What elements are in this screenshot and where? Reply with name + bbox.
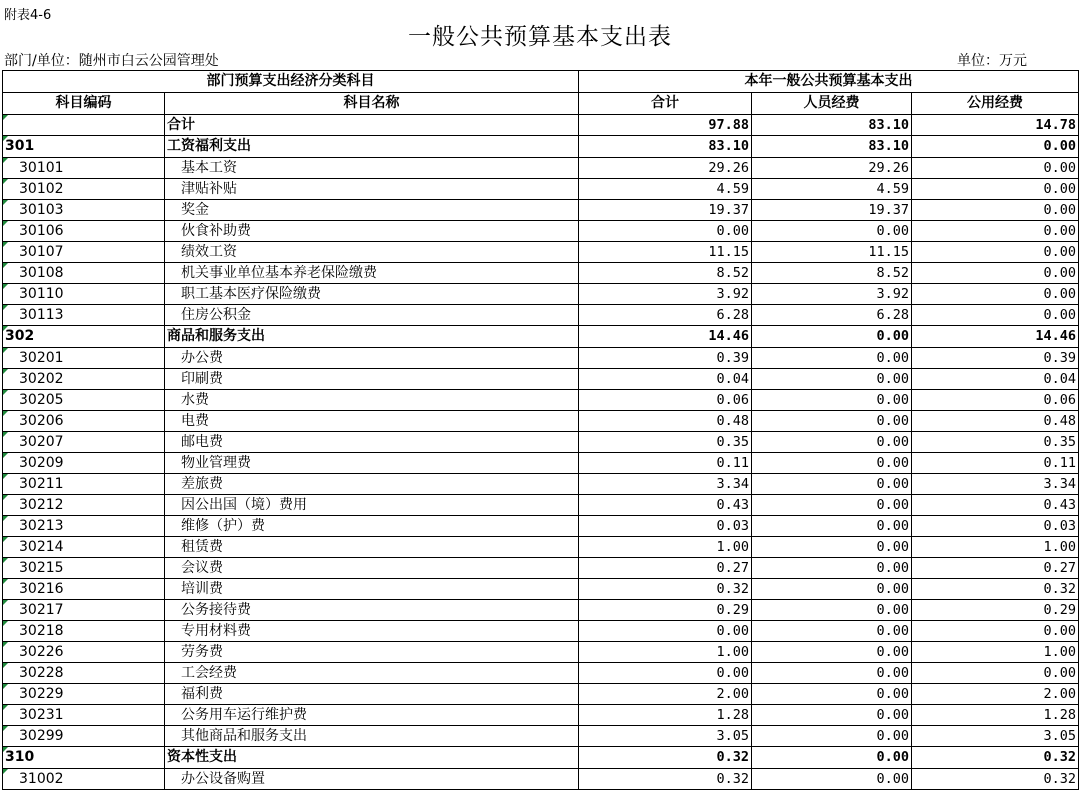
- name-cell[interactable]: 印刷费: [165, 369, 579, 390]
- code-cell[interactable]: 30217: [3, 600, 165, 621]
- total-cell[interactable]: 0.00: [579, 621, 752, 642]
- public-cell[interactable]: 3.34: [912, 474, 1079, 495]
- name-cell[interactable]: 公务接待费: [165, 600, 579, 621]
- public-cell[interactable]: 0.00: [912, 305, 1079, 326]
- total-cell[interactable]: 0.04: [579, 369, 752, 390]
- personnel-cell[interactable]: 0.00: [752, 769, 912, 790]
- public-cell[interactable]: 0.39: [912, 348, 1079, 369]
- name-cell[interactable]: 物业管理费: [165, 453, 579, 474]
- personnel-cell[interactable]: 0.00: [752, 579, 912, 600]
- code-cell[interactable]: 30101: [3, 158, 165, 179]
- code-cell[interactable]: 310: [3, 747, 165, 769]
- total-cell[interactable]: 8.52: [579, 263, 752, 284]
- code-cell[interactable]: 30201: [3, 348, 165, 369]
- table-row: [3, 369, 1079, 390]
- name-cell[interactable]: 工会经费: [165, 663, 579, 684]
- personnel-cell[interactable]: 0.00: [752, 642, 912, 663]
- table-row: [3, 158, 1079, 179]
- page-title: 一般公共预算基本支出表: [408, 24, 672, 50]
- table-row: [3, 516, 1079, 537]
- name-cell[interactable]: 办公费: [165, 348, 579, 369]
- table-row: [3, 200, 1079, 221]
- total-cell[interactable]: 14.46: [579, 326, 752, 348]
- public-cell[interactable]: 0.43: [912, 495, 1079, 516]
- table-row: [3, 726, 1079, 747]
- code-cell[interactable]: 30218: [3, 621, 165, 642]
- public-cell[interactable]: 0.35: [912, 432, 1079, 453]
- table-row: [3, 579, 1079, 600]
- public-cell[interactable]: 0.32: [912, 747, 1079, 769]
- personnel-cell[interactable]: 0.00: [752, 537, 912, 558]
- name-cell[interactable]: 工资福利支出: [165, 136, 579, 158]
- attachment-label: 附表4-6: [4, 8, 52, 23]
- table-row: [3, 600, 1079, 621]
- header-public[interactable]: 公用经费: [912, 93, 1079, 115]
- personnel-cell[interactable]: 0.00: [752, 663, 912, 684]
- personnel-cell[interactable]: 0.00: [752, 453, 912, 474]
- public-cell[interactable]: 0.03: [912, 516, 1079, 537]
- personnel-cell[interactable]: 0.00: [752, 684, 912, 705]
- total-cell[interactable]: 0.27: [579, 558, 752, 579]
- unit-label: 单位：万元: [957, 53, 1027, 69]
- total-personnel-cell[interactable]: 83.10: [752, 115, 912, 136]
- table-row: [3, 284, 1079, 305]
- table-row: [3, 558, 1079, 579]
- budget-table: [2, 70, 1079, 790]
- table-row: [3, 642, 1079, 663]
- code-cell[interactable]: 30206: [3, 411, 165, 432]
- table-row: [3, 684, 1079, 705]
- total-cell[interactable]: 6.28: [579, 305, 752, 326]
- header-name[interactable]: 科目名称: [165, 93, 579, 115]
- personnel-cell[interactable]: 0.00: [752, 221, 912, 242]
- table-row: [3, 474, 1079, 495]
- public-cell[interactable]: 0.48: [912, 411, 1079, 432]
- table-row: [3, 390, 1079, 411]
- code-cell[interactable]: 31002: [3, 769, 165, 790]
- personnel-cell[interactable]: 0.00: [752, 747, 912, 769]
- personnel-cell[interactable]: 0.00: [752, 600, 912, 621]
- table-row: [3, 769, 1079, 790]
- code-cell[interactable]: 30107: [3, 242, 165, 263]
- table-row: [3, 432, 1079, 453]
- department-label: 部门/单位：随州市白云公园管理处: [4, 53, 219, 69]
- total-code-cell[interactable]: [3, 115, 165, 136]
- code-cell[interactable]: 30226: [3, 642, 165, 663]
- code-cell[interactable]: 30211: [3, 474, 165, 495]
- table-row: [3, 221, 1079, 242]
- public-cell[interactable]: 0.00: [912, 663, 1079, 684]
- name-cell[interactable]: 水费: [165, 390, 579, 411]
- total-cell[interactable]: 4.59: [579, 179, 752, 200]
- public-cell[interactable]: 0.00: [912, 242, 1079, 263]
- table-row: [3, 411, 1079, 432]
- name-cell[interactable]: 资本性支出: [165, 747, 579, 769]
- total-cell[interactable]: 1.00: [579, 642, 752, 663]
- public-cell[interactable]: 0.32: [912, 769, 1079, 790]
- name-cell[interactable]: 基本工资: [165, 158, 579, 179]
- table-row: [3, 663, 1079, 684]
- total-cell[interactable]: 1.00: [579, 537, 752, 558]
- name-cell[interactable]: 公务用车运行维护费: [165, 705, 579, 726]
- table-row: [3, 705, 1079, 726]
- public-cell[interactable]: 3.05: [912, 726, 1079, 747]
- table-row: [3, 621, 1079, 642]
- total-cell[interactable]: 0.32: [579, 579, 752, 600]
- personnel-cell[interactable]: 0.00: [752, 558, 912, 579]
- name-cell[interactable]: 伙食补助费: [165, 221, 579, 242]
- personnel-cell[interactable]: 0.00: [752, 705, 912, 726]
- total-cell[interactable]: 0.32: [579, 747, 752, 769]
- total-cell[interactable]: 0.48: [579, 411, 752, 432]
- code-cell[interactable]: 30103: [3, 200, 165, 221]
- personnel-cell[interactable]: 0.00: [752, 390, 912, 411]
- code-cell[interactable]: 30213: [3, 516, 165, 537]
- code-cell[interactable]: 30102: [3, 179, 165, 200]
- public-cell[interactable]: 0.00: [912, 200, 1079, 221]
- public-cell[interactable]: 0.06: [912, 390, 1079, 411]
- total-cell[interactable]: 0.29: [579, 600, 752, 621]
- personnel-cell[interactable]: 19.37: [752, 200, 912, 221]
- code-cell[interactable]: 30216: [3, 579, 165, 600]
- code-cell[interactable]: 30113: [3, 305, 165, 326]
- code-cell[interactable]: 30202: [3, 369, 165, 390]
- total-cell[interactable]: 0.32: [579, 769, 752, 790]
- public-cell[interactable]: 0.00: [912, 179, 1079, 200]
- code-cell[interactable]: 30215: [3, 558, 165, 579]
- total-cell[interactable]: 83.10: [579, 136, 752, 158]
- table-row: [3, 495, 1079, 516]
- code-cell[interactable]: 30110: [3, 284, 165, 305]
- total-cell[interactable]: 29.26: [579, 158, 752, 179]
- public-cell[interactable]: 2.00: [912, 684, 1079, 705]
- personnel-cell[interactable]: 0.00: [752, 621, 912, 642]
- code-cell[interactable]: 30229: [3, 684, 165, 705]
- name-cell[interactable]: 邮电费: [165, 432, 579, 453]
- public-cell[interactable]: 0.04: [912, 369, 1079, 390]
- name-cell[interactable]: 劳务费: [165, 642, 579, 663]
- name-cell[interactable]: 奖金: [165, 200, 579, 221]
- personnel-cell[interactable]: 0.00: [752, 369, 912, 390]
- total-cell[interactable]: 0.11: [579, 453, 752, 474]
- personnel-cell[interactable]: 83.10: [752, 136, 912, 158]
- public-cell[interactable]: 1.00: [912, 642, 1079, 663]
- total-cell[interactable]: 2.00: [579, 684, 752, 705]
- total-cell[interactable]: 0.39: [579, 348, 752, 369]
- personnel-cell[interactable]: 0.00: [752, 411, 912, 432]
- personnel-cell[interactable]: 6.28: [752, 305, 912, 326]
- name-cell[interactable]: 绩效工资: [165, 242, 579, 263]
- name-cell[interactable]: 商品和服务支出: [165, 326, 579, 348]
- public-cell[interactable]: 0.00: [912, 621, 1079, 642]
- code-cell[interactable]: 30228: [3, 663, 165, 684]
- total-cell[interactable]: 19.37: [579, 200, 752, 221]
- public-cell[interactable]: 0.00: [912, 284, 1079, 305]
- personnel-cell[interactable]: 0.00: [752, 348, 912, 369]
- header-left-group[interactable]: 部门预算支出经济分类科目: [3, 71, 579, 93]
- total-cell[interactable]: 0.43: [579, 495, 752, 516]
- personnel-cell[interactable]: 0.00: [752, 432, 912, 453]
- public-cell[interactable]: 1.28: [912, 705, 1079, 726]
- name-cell[interactable]: 因公出国（境）费用: [165, 495, 579, 516]
- public-cell[interactable]: 0.32: [912, 579, 1079, 600]
- total-cell[interactable]: 3.92: [579, 284, 752, 305]
- total-cell[interactable]: 0.03: [579, 516, 752, 537]
- table-row: [3, 242, 1079, 263]
- table-row: [3, 453, 1079, 474]
- code-cell[interactable]: 30212: [3, 495, 165, 516]
- table-row: [3, 305, 1079, 326]
- name-cell[interactable]: 维修（护）费: [165, 516, 579, 537]
- public-cell[interactable]: 0.11: [912, 453, 1079, 474]
- name-cell[interactable]: 办公设备购置: [165, 769, 579, 790]
- total-cell[interactable]: 0.00: [579, 663, 752, 684]
- personnel-cell[interactable]: 29.26: [752, 158, 912, 179]
- total-cell[interactable]: 0.06: [579, 390, 752, 411]
- total-cell[interactable]: 3.34: [579, 474, 752, 495]
- code-cell[interactable]: 30299: [3, 726, 165, 747]
- name-cell[interactable]: 专用材料费: [165, 621, 579, 642]
- public-cell[interactable]: 0.00: [912, 136, 1079, 158]
- personnel-cell[interactable]: 4.59: [752, 179, 912, 200]
- table-row: [3, 348, 1079, 369]
- code-cell[interactable]: 30209: [3, 453, 165, 474]
- code-cell[interactable]: 30106: [3, 221, 165, 242]
- name-cell[interactable]: 津贴补贴: [165, 179, 579, 200]
- header-total[interactable]: 合计: [579, 93, 752, 115]
- header-group-row: [3, 71, 1079, 93]
- total-cell[interactable]: 1.28: [579, 705, 752, 726]
- table-group-row: [3, 326, 1079, 348]
- name-cell[interactable]: 租赁费: [165, 537, 579, 558]
- personnel-cell[interactable]: 11.15: [752, 242, 912, 263]
- name-cell[interactable]: 差旅费: [165, 474, 579, 495]
- public-cell[interactable]: 0.29: [912, 600, 1079, 621]
- total-total-cell[interactable]: 97.88: [579, 115, 752, 136]
- name-cell[interactable]: 职工基本医疗保险缴费: [165, 284, 579, 305]
- code-cell[interactable]: 30108: [3, 263, 165, 284]
- code-cell[interactable]: 30231: [3, 705, 165, 726]
- name-cell[interactable]: 其他商品和服务支出: [165, 726, 579, 747]
- personnel-cell[interactable]: 0.00: [752, 326, 912, 348]
- personnel-cell[interactable]: 0.00: [752, 516, 912, 537]
- personnel-cell[interactable]: 0.00: [752, 495, 912, 516]
- total-row: [3, 115, 1079, 136]
- header-right-group[interactable]: 本年一般公共预算基本支出: [579, 71, 1079, 93]
- name-cell[interactable]: 住房公积金: [165, 305, 579, 326]
- header-column-row: [3, 93, 1079, 115]
- total-cell[interactable]: 0.00: [579, 221, 752, 242]
- public-cell[interactable]: 0.00: [912, 158, 1079, 179]
- table-row: [3, 537, 1079, 558]
- name-cell[interactable]: 机关事业单位基本养老保险缴费: [165, 263, 579, 284]
- public-cell[interactable]: 14.46: [912, 326, 1079, 348]
- name-cell[interactable]: 培训费: [165, 579, 579, 600]
- personnel-cell[interactable]: 0.00: [752, 474, 912, 495]
- public-cell[interactable]: 0.00: [912, 221, 1079, 242]
- total-name-cell[interactable]: 合计: [165, 115, 579, 136]
- table-row: [3, 179, 1079, 200]
- header-code[interactable]: 科目编码: [3, 93, 165, 115]
- total-public-cell[interactable]: 14.78: [912, 115, 1079, 136]
- total-cell[interactable]: 3.05: [579, 726, 752, 747]
- code-cell[interactable]: 30205: [3, 390, 165, 411]
- code-cell[interactable]: 302: [3, 326, 165, 348]
- public-cell[interactable]: 0.27: [912, 558, 1079, 579]
- table-group-row: [3, 747, 1079, 769]
- name-cell[interactable]: 福利费: [165, 684, 579, 705]
- personnel-cell[interactable]: 8.52: [752, 263, 912, 284]
- public-cell[interactable]: 0.00: [912, 263, 1079, 284]
- public-cell[interactable]: 1.00: [912, 537, 1079, 558]
- table-row: [3, 263, 1079, 284]
- total-cell[interactable]: 11.15: [579, 242, 752, 263]
- code-cell[interactable]: 30214: [3, 537, 165, 558]
- code-cell[interactable]: 30207: [3, 432, 165, 453]
- table-group-row: [3, 136, 1079, 158]
- code-cell[interactable]: 301: [3, 136, 165, 158]
- name-cell[interactable]: 会议费: [165, 558, 579, 579]
- total-cell[interactable]: 0.35: [579, 432, 752, 453]
- personnel-cell[interactable]: 0.00: [752, 726, 912, 747]
- name-cell[interactable]: 电费: [165, 411, 579, 432]
- personnel-cell[interactable]: 3.92: [752, 284, 912, 305]
- header-personnel[interactable]: 人员经费: [752, 93, 912, 115]
